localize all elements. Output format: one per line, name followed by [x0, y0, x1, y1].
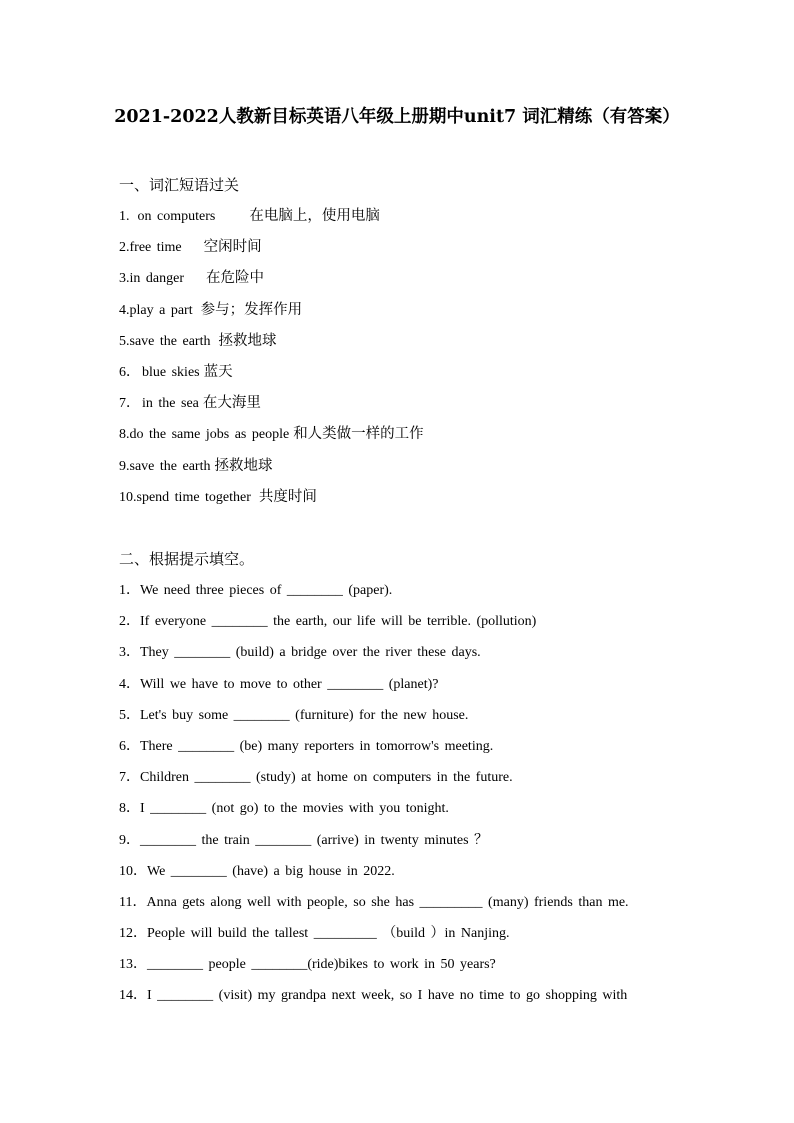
- list-item: [119, 326, 699, 357]
- item-phrase: in the sea: [142, 396, 199, 412]
- item-number: 11．: [119, 894, 147, 910]
- list-item: [119, 980, 699, 1011]
- section-heading: 二、根据提示填空。: [119, 550, 255, 568]
- item-sentence: Will we have to move to other ________ (planet)?: [140, 676, 439, 692]
- section-heading: 一、词汇短语过关: [119, 176, 240, 194]
- item-number: 5．: [119, 707, 140, 723]
- item-meaning: 拯救地球: [218, 332, 277, 349]
- list-item: [119, 669, 699, 700]
- list-item: [119, 451, 699, 482]
- item-number: 2.: [119, 240, 130, 256]
- list-item: [119, 793, 699, 824]
- item-number: 8．: [119, 801, 140, 817]
- item-meaning: 参与；发挥作用: [200, 301, 303, 318]
- item-number: 3．: [119, 645, 140, 661]
- list-item: [119, 949, 699, 980]
- list-item: [119, 357, 699, 388]
- item-phrase: play a part: [129, 302, 193, 318]
- item-phrase: in danger: [129, 271, 184, 287]
- list-item: [119, 887, 699, 918]
- item-meaning: 在危险中: [205, 270, 264, 287]
- item-phrase: spend time together: [136, 489, 251, 505]
- item-phrase: save the earth: [129, 333, 211, 349]
- list-item: [119, 762, 699, 793]
- item-sentence: There ________ (be) many reporters in tomorrow's meeting.: [140, 738, 494, 754]
- item-number: 12．: [119, 926, 147, 942]
- document-title: 2021-2022人教新目标英语八年级上册期中unit7 词汇精练（有答案）: [114, 107, 680, 127]
- item-sentence: ________ people ________(ride)bikes to work in 50 years?: [147, 957, 496, 973]
- item-number: 5.: [119, 333, 130, 349]
- item-meaning: 在电脑上，使用电脑: [249, 208, 380, 224]
- item-number: 10.: [119, 489, 137, 505]
- item-meaning: 蓝天: [203, 363, 233, 380]
- list-item: [119, 918, 699, 949]
- item-number: 7．: [119, 396, 140, 412]
- list-item: [119, 856, 699, 887]
- list-item: [119, 388, 699, 419]
- list-item: [119, 263, 699, 294]
- list-item: [119, 731, 699, 762]
- item-meaning: 空闲时间: [203, 239, 262, 256]
- item-number: 8.: [119, 427, 130, 443]
- list-item: [119, 295, 699, 326]
- item-meaning: 拯救地球: [214, 457, 273, 474]
- item-sentence: Children ________ (study) at home on computers in the future.: [140, 770, 513, 786]
- item-sentence: People will build the tallest _________ （build ）in Nanjing.: [147, 926, 510, 942]
- item-meaning: 在大海里: [202, 395, 261, 412]
- section-fill-in-blanks: [119, 544, 699, 1012]
- item-number: 6．: [119, 738, 140, 754]
- list-item: [119, 232, 699, 263]
- section-vocabulary: [119, 170, 699, 513]
- list-item: [119, 700, 699, 731]
- item-number: 6．: [119, 364, 140, 380]
- list-item: [119, 419, 699, 450]
- item-number: 9.: [119, 458, 130, 474]
- item-phrase: on computers: [137, 209, 216, 224]
- item-sentence: I ________ (not go) to the movies with you tonight.: [140, 801, 449, 817]
- item-sentence: We need three pieces of ________ (paper).: [140, 583, 393, 598]
- item-sentence: Let's buy some ________ (furniture) for the new house.: [140, 707, 469, 723]
- list-item: [119, 482, 699, 513]
- item-number: 13．: [119, 957, 147, 973]
- item-number: 1.: [119, 209, 130, 224]
- list-item: [119, 825, 699, 856]
- list-item: [119, 606, 699, 637]
- item-number: 4.: [119, 302, 130, 318]
- item-meaning: 共度时间: [258, 488, 317, 505]
- item-number: 4．: [119, 676, 140, 692]
- item-sentence: If everyone ________ the earth, our life will be terrible. (pollution): [140, 614, 537, 630]
- item-sentence: We ________ (have) a big house in 2022.: [147, 863, 395, 879]
- item-meaning: 和人类做一样的工作: [293, 426, 424, 443]
- item-phrase: do the same jobs as people: [129, 427, 290, 443]
- item-number: 10．: [119, 863, 147, 879]
- item-sentence: They ________ (build) a bridge over the river these days.: [140, 645, 481, 661]
- item-phrase: free time: [129, 240, 182, 256]
- item-sentence: Anna gets along well with people, so she has _________ (many) friends than me.: [146, 894, 629, 910]
- item-number: 3.: [119, 271, 130, 287]
- item-number: 2．: [119, 614, 140, 630]
- item-number: 9．: [119, 832, 140, 848]
- item-phrase: blue skies: [142, 364, 200, 380]
- item-sentence: I ________ (visit) my grandpa next week, so I have no time to go shopping with: [147, 988, 628, 1004]
- list-item: [119, 637, 699, 668]
- item-sentence: ________ the train ________ (arrive) in twenty minutes ？: [140, 832, 489, 848]
- list-item: [119, 201, 699, 232]
- item-number: 7．: [119, 770, 140, 786]
- item-number: 14．: [119, 988, 147, 1004]
- item-phrase: save the earth: [129, 458, 211, 474]
- list-item: [119, 575, 699, 606]
- item-number: 1．: [119, 583, 140, 598]
